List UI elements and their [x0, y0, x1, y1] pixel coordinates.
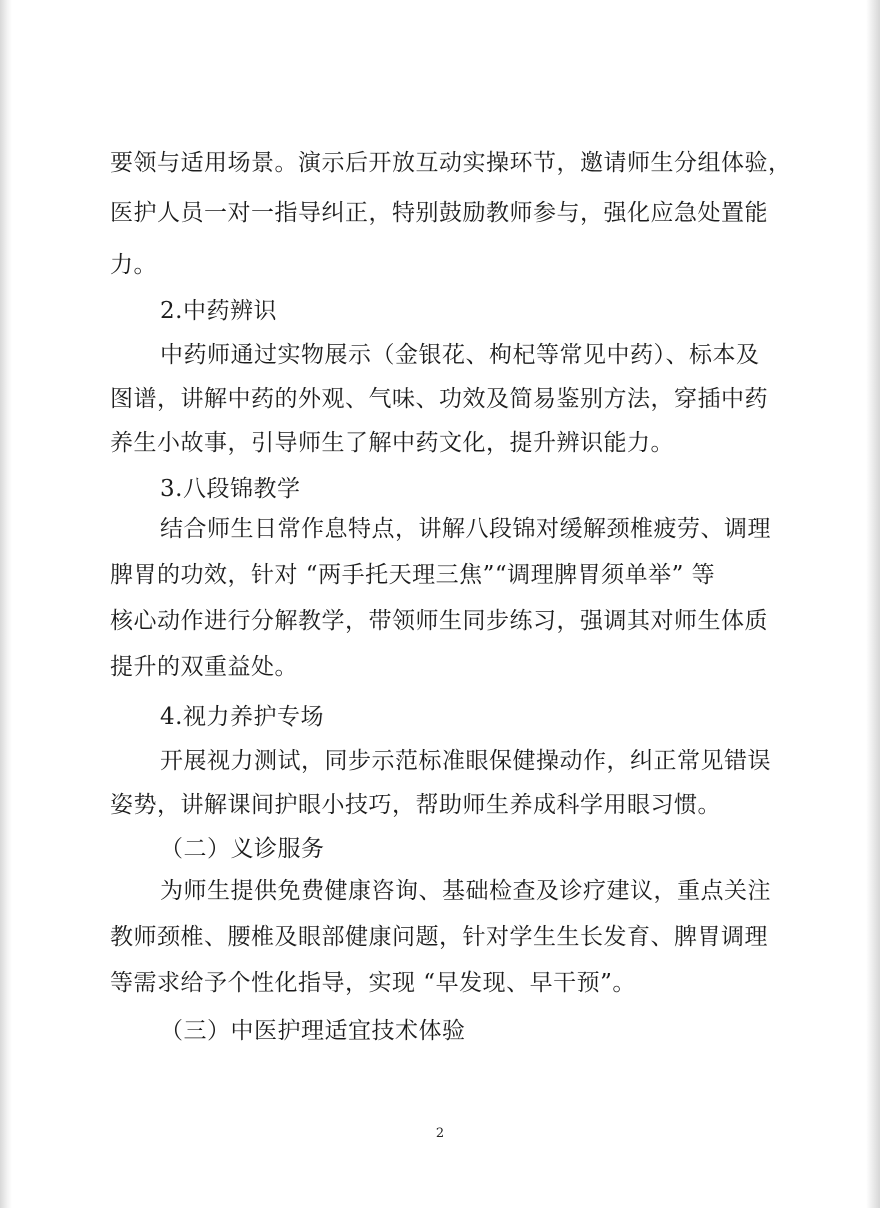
paragraph-line: 为师生提供免费健康咨询、基础检查及诊疗建议，重点关注	[160, 878, 771, 904]
paragraph-line: 图谱，讲解中药的外观、气味、功效及简易鉴别方法，穿插中药	[110, 386, 768, 412]
paragraph-line: 等需求给予个性化指导，实现 “早发现、早干预”。	[110, 970, 636, 996]
paragraph-line: 开展视力测试，同步示范标准眼保健操动作，纠正常见错误	[160, 748, 771, 774]
paragraph-line: 要领与适用场景。演示后开放互动实操环节，邀请师生分组体验，	[110, 150, 792, 176]
paragraph-line: 结合师生日常作息特点，讲解八段锦对缓解颈椎疲劳、调理	[160, 516, 771, 542]
paragraph-line: 中药师通过实物展示（金银花、枸杞等常见中药）、标本及	[160, 342, 760, 368]
paragraph-line: 核心动作进行分解教学，带领师生同步练习，强调其对师生体质	[110, 608, 768, 634]
page-number: 2	[435, 1126, 445, 1141]
paragraph-line: 姿势，讲解课间护眼小技巧，帮助师生养成科学用眼习惯。	[110, 792, 721, 818]
paragraph-line: 医护人员一对一指导纠正，特别鼓励教师参与，强化应急处置能	[110, 200, 768, 226]
paragraph-line: 养生小故事，引导师生了解中药文化，提升辨识能力。	[110, 430, 674, 456]
paragraph-line: 教师颈椎、腰椎及眼部健康问题，针对学生生长发育、脾胃调理	[110, 924, 768, 950]
section-heading-yizhen: （二）义诊服务	[160, 836, 325, 862]
paragraph-line: 脾胃的功效，针对 “两手托天理三焦”“调理脾胃须单举” 等	[110, 562, 716, 588]
paragraph-line: 力。	[110, 252, 157, 278]
section-heading-4: 4.视力养护专场	[160, 704, 324, 730]
section-heading-3: 3.八段锦教学	[160, 476, 301, 502]
paragraph-line: 提升的双重益处。	[110, 654, 298, 680]
section-heading-2: 2.中药辨识	[160, 298, 277, 324]
section-heading-huli: （三）中医护理适宜技术体验	[160, 1018, 466, 1044]
